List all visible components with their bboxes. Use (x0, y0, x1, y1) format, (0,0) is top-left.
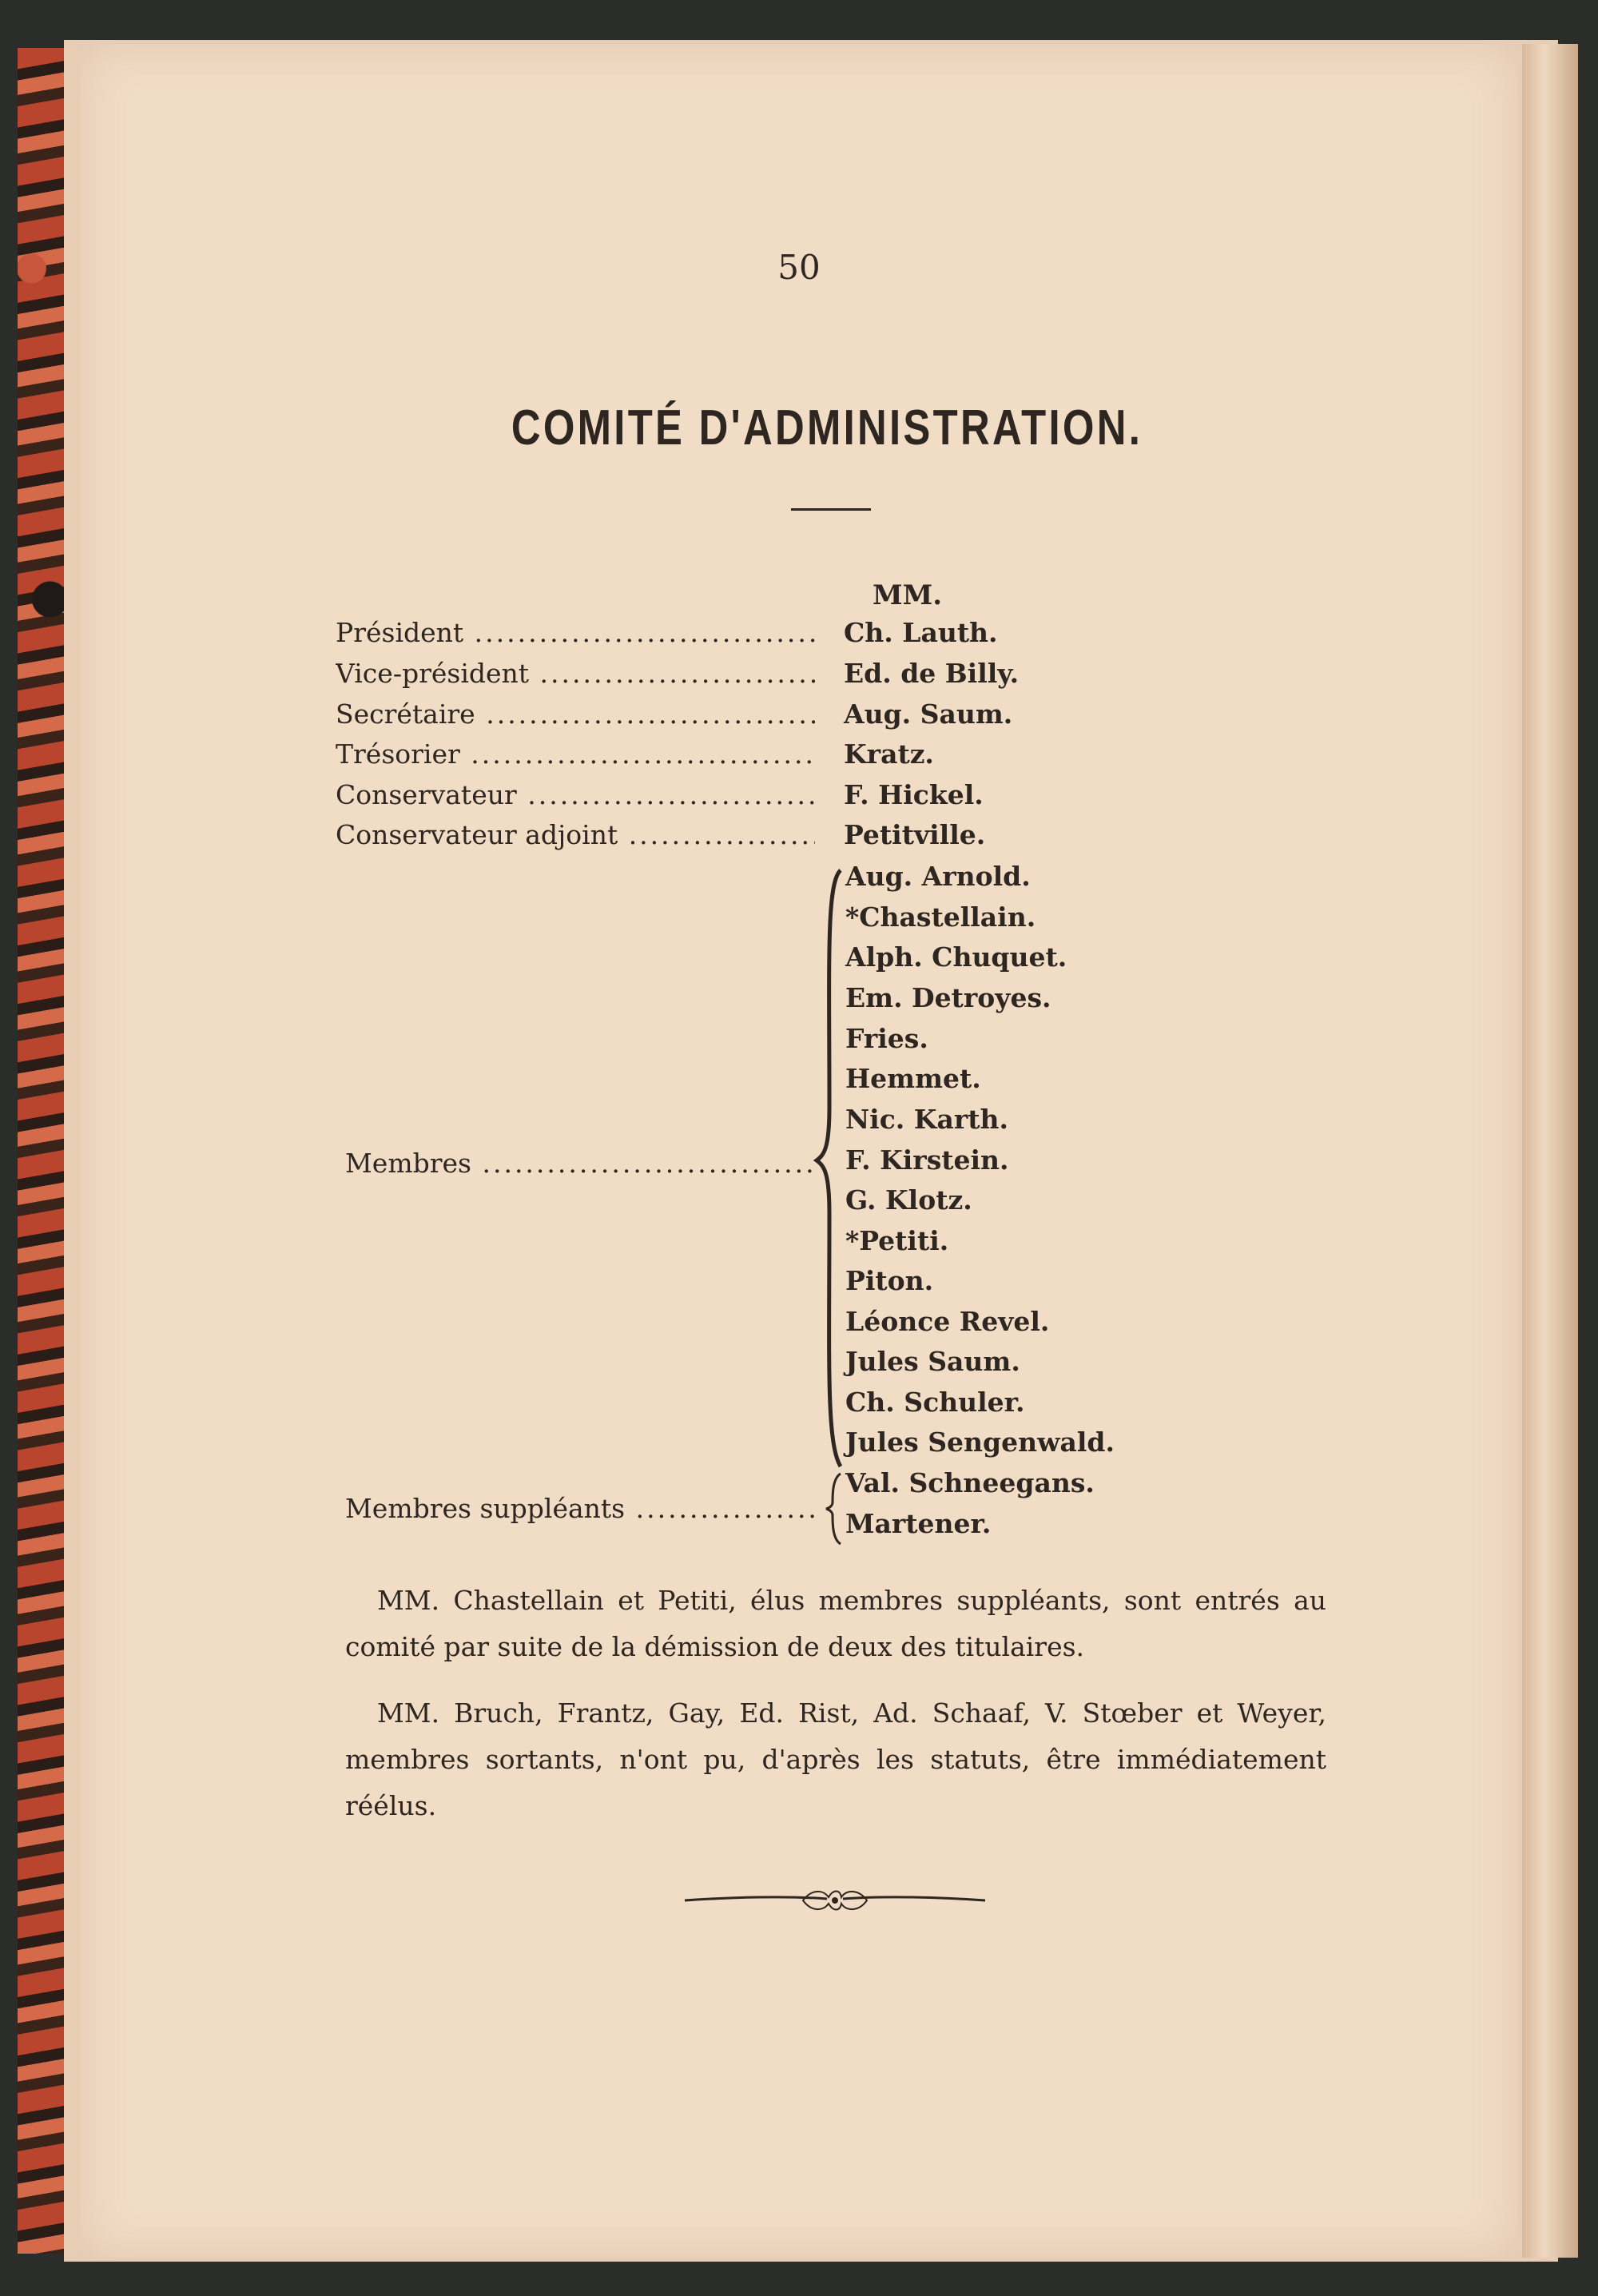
member-name: Léonce Revel. (845, 1306, 1050, 1337)
title-rule (791, 508, 871, 511)
member-name: *Chastellain. (845, 901, 1036, 933)
alternate-name: Val. Schneegans. (845, 1467, 1095, 1498)
member-name: Piton. (845, 1265, 934, 1296)
officer-name: Aug. Saum. (844, 698, 1013, 730)
member-name: Alph. Chuquet. (845, 941, 1067, 973)
member-name: G. Klotz. (845, 1184, 972, 1216)
facing-page-edge (1522, 44, 1578, 2258)
members-brace-icon (813, 867, 845, 1470)
member-name: Jules Saum. (845, 1346, 1020, 1377)
officer-row (336, 779, 1135, 819)
officer-role: Conservateur adjoint ..... (336, 819, 815, 850)
member-name: Fries. (845, 1023, 928, 1054)
page-title: COMITÉ D'ADMINISTRATION. (511, 400, 1143, 456)
mm-heading: MM. (873, 579, 943, 611)
officer-row (336, 698, 1135, 738)
officer-role: Trésorier ..... (336, 738, 815, 770)
alternates-label: Membres suppléants ..... (345, 1493, 817, 1524)
note-paragraph: MM. Chastellain et Petiti, élus membres suppléants, sont entrés au comité par suite de la démission de deux des titulaires. (345, 1585, 1326, 1662)
note-paragraph: MM. Bruch, Frantz, Gay, Ed. Rist, Ad. Schaaf, V. Stœber et Weyer, membres sortants, n'ont pu, d'après les statuts, être immédiatement réélus. (345, 1697, 1326, 1821)
officer-name: Ed. de Billy. (844, 658, 1020, 689)
officer-name: Ch. Lauth. (844, 617, 998, 648)
officer-row (336, 658, 1135, 698)
fleuron-ornament-icon (683, 1886, 987, 1915)
officer-role: Conservateur ..... (336, 779, 815, 810)
member-name: Jules Sengenwald. (845, 1427, 1115, 1458)
member-name: Hemmet. (845, 1063, 981, 1094)
page-number: 50 (777, 248, 821, 287)
member-name: *Petiti. (845, 1225, 949, 1256)
member-name: Ch. Schuler. (845, 1387, 1025, 1418)
members-label: Membres ..... (345, 1148, 817, 1179)
marbled-cover-edge (18, 48, 64, 2254)
member-name: Aug. Arnold. (845, 861, 1031, 892)
member-name: Nic. Karth. (845, 1104, 1008, 1135)
member-name: F. Kirstein. (845, 1144, 1009, 1176)
officer-name: Petitville. (844, 819, 986, 850)
member-name: Em. Detroyes. (845, 982, 1051, 1013)
officer-row (336, 819, 1135, 859)
officer-name: F. Hickel. (844, 779, 984, 810)
officer-role: Vice-président ..... (336, 658, 815, 689)
officer-row (336, 738, 1135, 778)
officer-role: Président ..... (336, 617, 815, 648)
alternate-name: Martener. (845, 1508, 992, 1539)
alternates-brace-icon (823, 1470, 844, 1547)
officer-row (336, 617, 1135, 657)
officer-name: Kratz. (844, 738, 934, 770)
officer-role: Secrétaire ..... (336, 698, 815, 730)
